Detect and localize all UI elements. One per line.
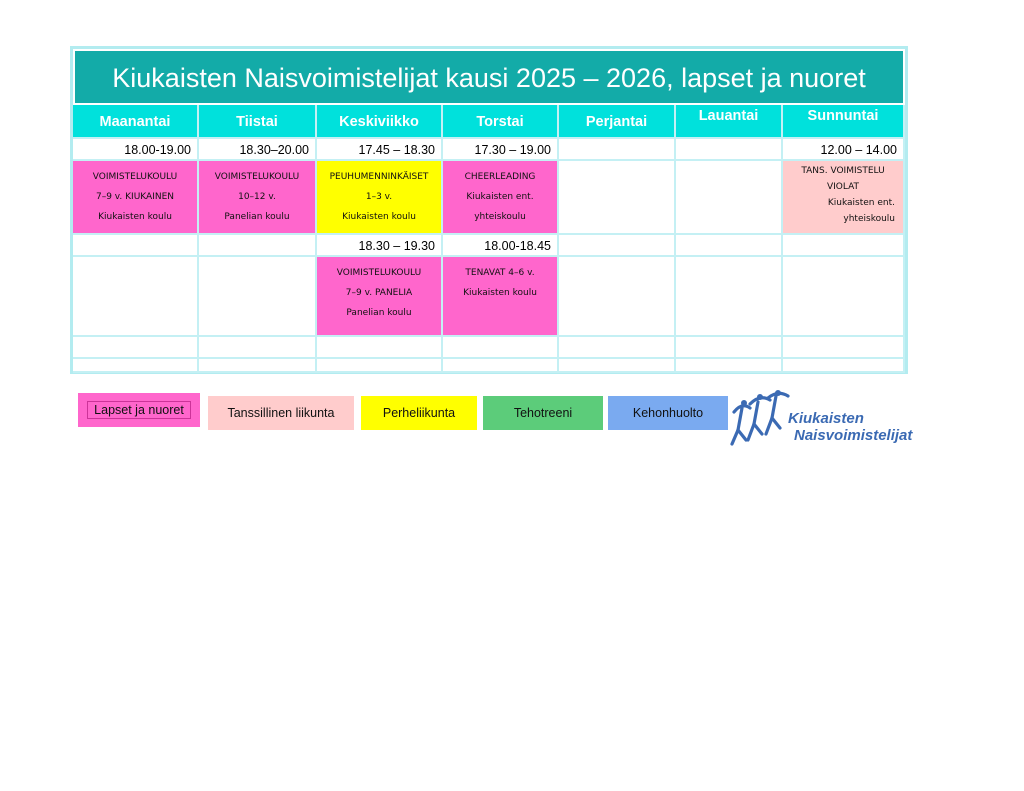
legend-item [608, 396, 728, 430]
day-header: Sunnuntai [783, 105, 905, 139]
activity-line: PEUHUMENNINKÄISET [329, 172, 429, 182]
activity-cell [783, 257, 905, 337]
day-header: Maanantai [73, 105, 199, 139]
empty-cell [317, 359, 443, 373]
empty-cell [783, 337, 905, 359]
activity-line: Kiukaisten koulu [463, 288, 537, 298]
activity-line: Kiukaisten koulu [342, 212, 416, 222]
activity-line: yhteiskoulu [474, 212, 526, 222]
legend-label: Tanssillinen liikunta [227, 406, 335, 420]
activity-line: VIOLAT [826, 182, 860, 192]
time-slot [559, 235, 676, 257]
legend-item [78, 393, 200, 427]
time-slot: 18.00-19.00 [73, 139, 199, 161]
day-header: Lauantai [676, 105, 783, 139]
empty-cell [559, 337, 676, 359]
time-slot [199, 235, 317, 257]
time-slot [73, 235, 199, 257]
time-slot: 18.00-18.45 [443, 235, 559, 257]
activity-cell [559, 257, 676, 337]
activity-line: TENAVAT 4–6 v. [465, 268, 535, 278]
empty-cell [676, 359, 783, 373]
logo [728, 390, 958, 450]
time-slot [676, 139, 783, 161]
activity-cell [443, 161, 559, 235]
activity-cell [73, 161, 199, 235]
legend-label: Lapset ja nuoret [87, 401, 191, 419]
activity-line: Kiukaisten ent. [827, 198, 895, 208]
schedule-grid [73, 105, 905, 371]
activity-line: VOIMISTELUKOULU [336, 268, 422, 278]
time-slot [783, 235, 905, 257]
legend-item [483, 396, 603, 430]
empty-cell [199, 337, 317, 359]
legend-label: Kehonhuolto [632, 406, 704, 420]
activity-line: Kiukaisten ent. [466, 192, 534, 202]
activity-cell [317, 161, 443, 235]
empty-cell [443, 359, 559, 373]
legend-label: Tehotreeni [513, 406, 573, 420]
day-header: Torstai [443, 105, 559, 139]
activity-cell [73, 257, 199, 337]
activity-cell [783, 161, 905, 235]
logo-line1: Kiukaisten [788, 410, 864, 427]
activity-cell [199, 161, 317, 235]
time-slot: 18.30–20.00 [199, 139, 317, 161]
activity-cell [676, 161, 783, 235]
legend-item [208, 396, 354, 430]
activity-line: Panelian koulu [346, 308, 412, 318]
activity-cell [317, 257, 443, 337]
legend-item [361, 396, 477, 430]
activity-line: Panelian koulu [224, 212, 290, 222]
time-slot [559, 139, 676, 161]
logo-line2: Naisvoimistelijat [794, 427, 913, 444]
empty-cell [317, 337, 443, 359]
empty-cell [199, 359, 317, 373]
activity-line: CHEERLEADING [464, 172, 536, 182]
activity-cell [443, 257, 559, 337]
activity-line: 1–3 v. [365, 192, 393, 202]
activity-line: 7–9 v. PANELIA [345, 288, 413, 298]
gymnasts-logo-icon [728, 390, 790, 450]
legend-label: Perheliikunta [382, 406, 456, 420]
time-slot: 17.45 – 18.30 [317, 139, 443, 161]
schedule-title: Kiukaisten Naisvoimistelijat kausi 2025 – 2026, lapset ja nuoret [75, 51, 903, 103]
activity-line: 10–12 v. [238, 192, 276, 202]
activity-line: VOIMISTELUKOULU [92, 172, 178, 182]
activity-line: TANS. VOIMISTELU [801, 166, 885, 176]
activity-cell [676, 257, 783, 337]
empty-cell [559, 359, 676, 373]
day-header: Tiistai [199, 105, 317, 139]
activity-line: VOIMISTELUKOULU [214, 172, 300, 182]
empty-cell [73, 337, 199, 359]
time-slot [676, 235, 783, 257]
logo-text [788, 410, 912, 444]
activity-line: 7–9 v. KIUKAINEN [95, 192, 174, 202]
time-slot: 17.30 – 19.00 [443, 139, 559, 161]
day-header: Keskiviikko [317, 105, 443, 139]
activity-line: yhteiskoulu [843, 214, 895, 224]
time-slot: 12.00 – 14.00 [783, 139, 905, 161]
activity-cell [199, 257, 317, 337]
empty-cell [783, 359, 905, 373]
schedule-table [70, 46, 908, 374]
empty-cell [443, 337, 559, 359]
empty-cell [73, 359, 199, 373]
day-header: Perjantai [559, 105, 676, 139]
activity-cell [559, 161, 676, 235]
activity-line: Kiukaisten koulu [98, 212, 172, 222]
time-slot: 18.30 – 19.30 [317, 235, 443, 257]
empty-cell [676, 337, 783, 359]
